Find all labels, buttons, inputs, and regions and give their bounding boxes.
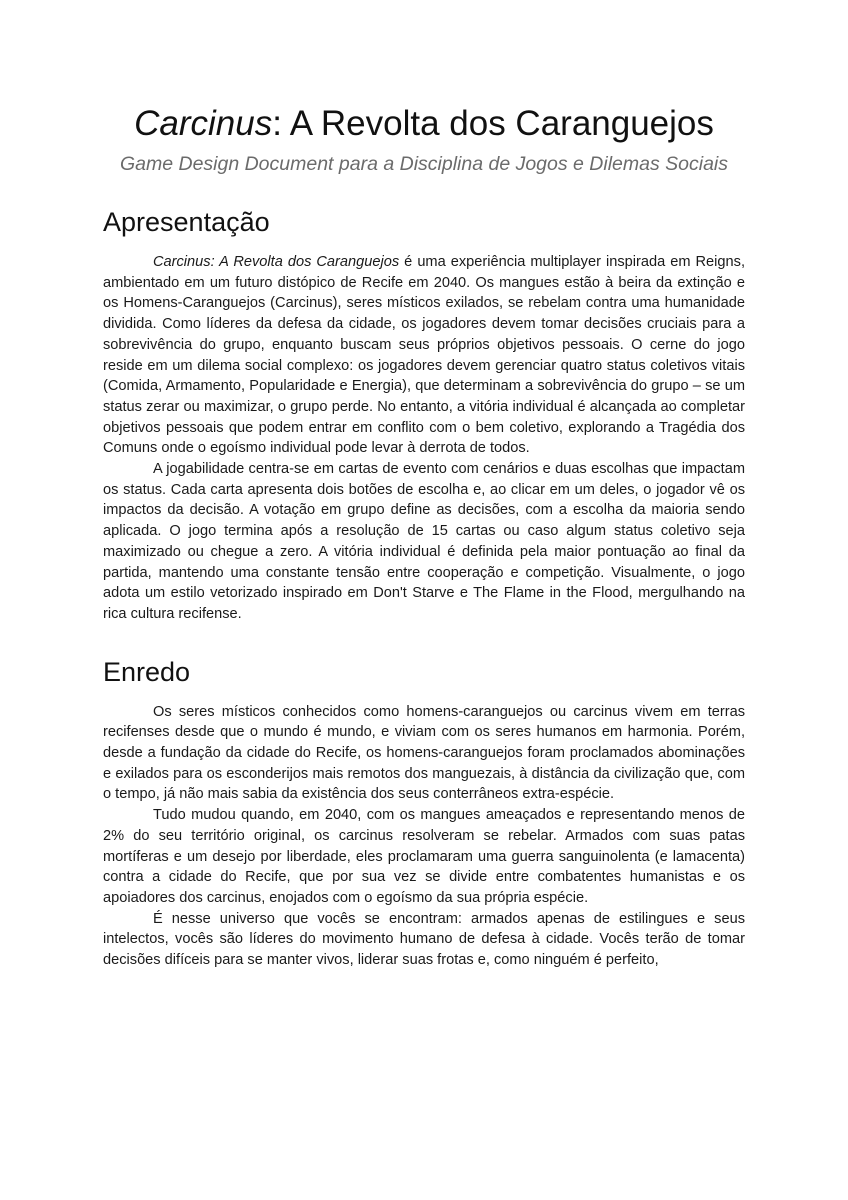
title-rest: : A Revolta dos Caranguejos: [272, 104, 714, 143]
paragraph-italic-title: Carcinus: A Revolta dos Caranguejos: [153, 254, 400, 270]
section-heading-apresentacao: Apresentação: [103, 207, 270, 237]
paragraph: Os seres místicos conhecidos como homens-caranguejos ou carcinus vivem em terras recifenses desde que o mundo é mundo, e viviam com os seres humanos em harmonia. Porém, desde a fundação da cidade do Recife, os homens-caranguejos foram proclamados abominações e exilados para os esconderijos mais remotos dos manguezais, à distância da civilização que, com o tempo, já não mais sabia da existência dos seus conterrâneos extra-espécie.: [103, 703, 745, 803]
paragraph: A jogabilidade centra-se em cartas de evento com cenários e duas escolhas que impactam os status. Cada carta apresenta dois botões de escolha e, ao clicar em um deles, o jogador vê os impactos da decisão. A votação em grupo define as decisões, com a escolha da maioria sendo aplicada. O jogo termina após a resolução de 15 cartas ou caso algum status coletivo seja maximizado ou chegue a zero. A vitória individual é definida pela maior pontuação ao final da partida, mantendo uma constante tensão entre cooperação e competição. Visualmente, o jogo adota um estilo vetorizado inspirado em Don't Starve e The Flame in the Flood, mergulhando na rica cultura recifense.: [103, 461, 745, 622]
paragraph: É nesse universo que vocês se encontram: armados apenas de estilingues e seus intelectos, vocês são líderes do movimento humano de defesa à cidade. Vocês terão de tomar decisões difíceis para se manter vivos, liderar suas frotas e, como ninguém é perfeito,: [103, 910, 745, 969]
title-italic: Carcinus: [134, 104, 273, 143]
paragraph: [103, 252, 745, 459]
paragraph: Tudo mudou quando, em 2040, com os mangues ameaçados e representando menos de 2% do seu território original, os carcinus resolveram se rebelar. Armados com suas patas mortíferas e um desejo por liberdade, eles proclamaram uma guerra sanguinolenta (e lamacenta) contra a cidade do Recife, que por sua vez se divide entre combatentes humanistas e os apoiadores dos carcinus, enojados com o egoísmo da sua própria espécie.: [103, 807, 745, 906]
section-heading-enredo: Enredo: [103, 656, 191, 687]
document-title: [103, 0, 745, 147]
document-subtitle: Game Design Document para a Disciplina de Jogos e Dilemas Sociais: [119, 153, 729, 175]
paragraph-text: é uma experiência multiplayer inspirada em Reigns, ambientado em um futuro distópico de Recife em 2040. Os mangues estão à beira da extinção e os Homens-Caranguejos (Carcinus), seres místicos exilados, se rebelam contra uma humanidade dividida. Como líderes da defesa da cidade, os jogadores devem tomar decisões cruciais para a sobrevivência do grupo, enquanto buscam seus próprios objetivos pessoais. O cerne do jogo reside em um dilema social complexo: os jogadores devem gerenciar quatro status coletivos vitais (Comida, Armamento, Popularidade e Energia), que determinam a sobrevivência do grupo – se um status zerar ou maximizar, o grupo perde. No entanto, a vitória individual é alcançada ao completar objetivos pessoais que podem entrar em conflito com o bem coletivo, explorando a Tragédia dos Comuns onde o egoísmo individual pode levar à derrota de todos.: [103, 254, 745, 457]
section-body-apresentacao: [103, 252, 745, 625]
section-body-enredo: [103, 702, 745, 971]
